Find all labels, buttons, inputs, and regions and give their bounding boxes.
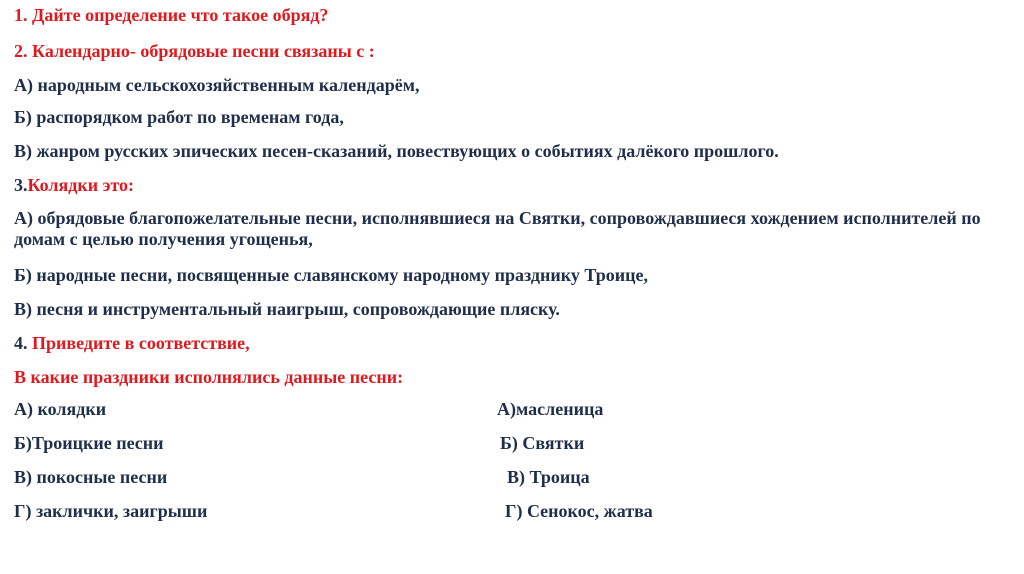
match-right-item: Г) Сенокос, жатва	[505, 501, 653, 521]
question-2: 2. Календарно- обрядовые песни связаны с :	[14, 41, 375, 61]
match-right-item: Б) Святки	[500, 433, 585, 453]
question-3-number: 3.	[14, 175, 28, 195]
match-left-item: В) покосные песни	[14, 467, 168, 487]
question-4-subtitle: В какие праздники исполнялись данные песни:	[14, 367, 404, 387]
q3-option-b: Б) народные песни, посвященные славянскому народному празднику Троице,	[14, 265, 648, 285]
question-4-text: Приведите в соответствие,	[32, 333, 250, 353]
question-3	[14, 174, 134, 196]
match-right-item: В) Троица	[507, 467, 590, 487]
match-left-item: Б)Троицкие песни	[14, 433, 164, 453]
match-right-item: А)масленица	[497, 399, 604, 419]
q2-option-b: Б) распорядком работ по временам года,	[14, 107, 344, 127]
q2-option-a: А) народным сельскохозяйственным календарём,	[14, 75, 420, 95]
q2-option-c: В) жанром русских эпических песен-сказаний, повествующих о событиях далёкого прошлого.	[14, 141, 779, 161]
match-left-item: А) колядки	[14, 399, 107, 419]
question-4-number: 4.	[14, 333, 32, 353]
question-4	[14, 332, 250, 354]
match-left-item: Г) заклички, заигрыши	[14, 501, 208, 521]
q3-option-a: А) обрядовые благопожелательные песни, исполнявшиеся на Святки, сопровождавшиеся хождением исполнителей по домам с целью получения угощенья,	[14, 208, 981, 249]
q3-option-c: В) песня и инструментальный наигрыш, сопровождающие пляску.	[14, 299, 560, 319]
question-1: 1. Дайте определение что такое обряд?	[14, 5, 329, 25]
question-3-text: Колядки это:	[27, 175, 134, 195]
